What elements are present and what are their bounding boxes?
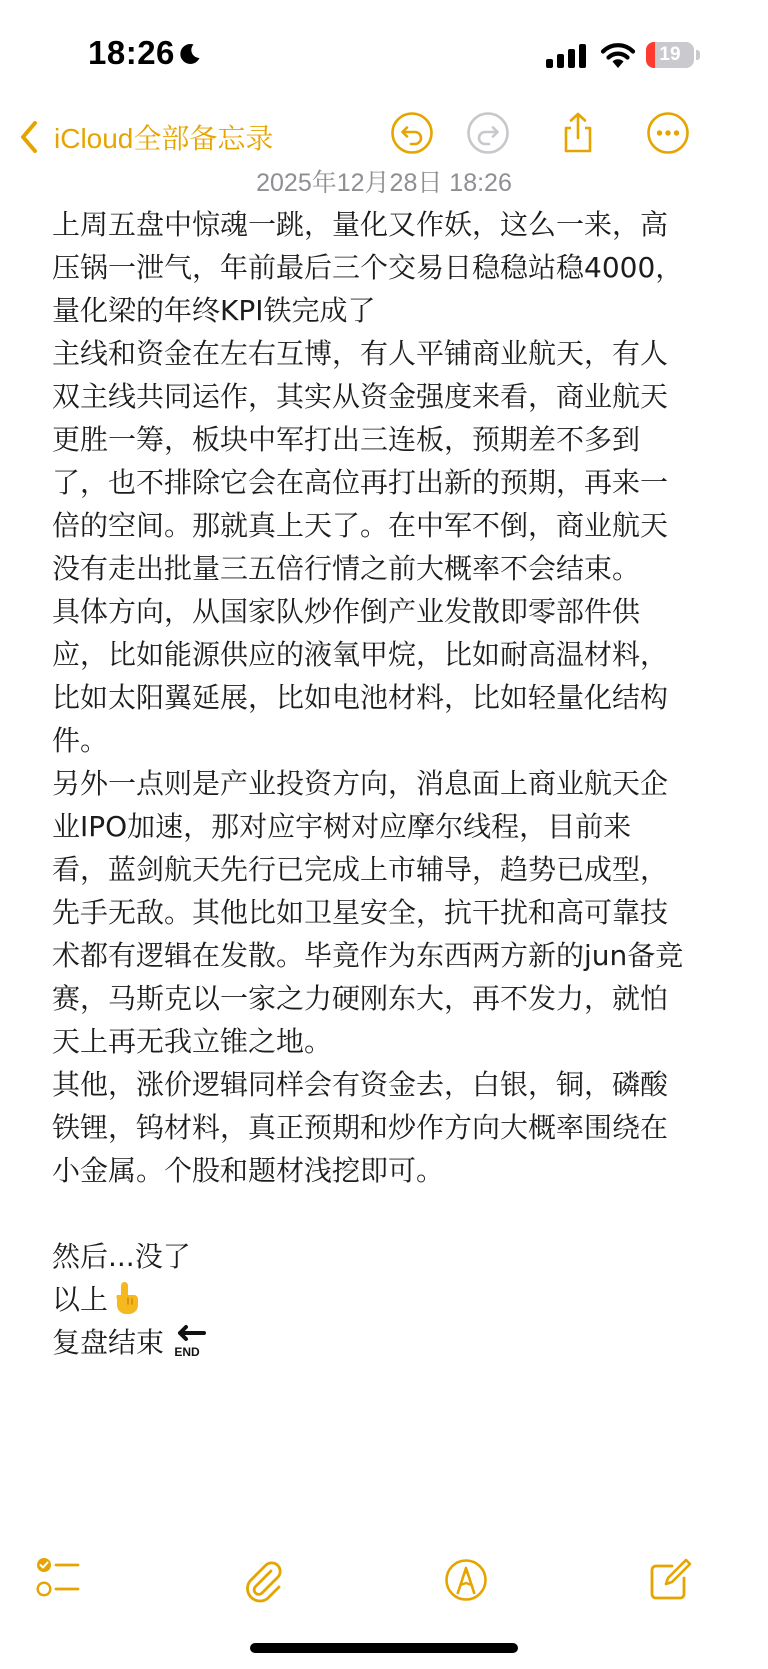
note-line (52, 891, 732, 934)
pointing-up-hand-emoji (112, 1281, 140, 1315)
note-line-text: 另外一点则是产业投资方向，消息面上商业航天企 (52, 767, 669, 800)
note-line (52, 375, 732, 418)
note-line-text: 量化梁的年终KPI铁完成了 (52, 294, 376, 327)
note-line-text: 了，也不排除它会在高位再打出新的预期，再来一 (52, 466, 669, 499)
wifi-icon (600, 41, 636, 68)
note-line (52, 1321, 732, 1364)
note-body[interactable] (52, 203, 732, 1364)
note-line-text: 小金属。个股和题材浅挖即可。 (52, 1154, 445, 1187)
end-arrow-emoji (168, 1324, 206, 1358)
note-line-text: 上周五盘中惊魂一跳，量化又作妖，这么一来，高 (52, 208, 669, 241)
note-line-text: 先手无敌。其他比如卫星安全，抗干扰和高可靠技 (52, 896, 669, 929)
note-line (52, 977, 732, 1020)
note-line-text: 双主线共同运作，其实从资金强度来看，商业航天 (52, 380, 669, 413)
attachment-button[interactable] (240, 1556, 288, 1604)
note-line-text: 看，蓝剑航天先行已完成上市辅导，趋势已成型， (52, 853, 669, 886)
battery-icon (646, 42, 700, 68)
cellular-signal-icon (546, 44, 588, 68)
checklist-button[interactable] (36, 1556, 84, 1604)
checklist-icon (36, 1556, 84, 1604)
home-indicator[interactable] (250, 1643, 518, 1653)
undo-button[interactable] (390, 111, 434, 155)
note-line (52, 676, 732, 719)
note-line-text: 压锅一泄气，年前最后三个交易日稳稳站稳4000， (52, 251, 684, 284)
note-line (52, 461, 732, 504)
note-line (52, 848, 732, 891)
note-date: 2025年12月28日 18:26 (256, 169, 512, 197)
note-line-text: 具体方向，从国家队炒作倒产业发散即零部件供 (52, 595, 641, 628)
note-line (52, 934, 732, 977)
note-line-text: 没有走出批量三五倍行情之前大概率不会结束。 (52, 552, 641, 585)
svg-text:END: END (174, 1345, 200, 1358)
note-line (52, 1063, 732, 1106)
note-line-text: 其他，涨价逻辑同样会有资金去，白银，铜，磷酸 (52, 1068, 669, 1101)
note-line (52, 203, 732, 246)
note-line (52, 805, 732, 848)
note-line (52, 1020, 732, 1063)
note-line-text: 应，比如能源供应的液氧甲烷，比如耐高温材料， (52, 638, 669, 671)
note-line-text: 主线和资金在左右互博，有人平铺商业航天，有人 (52, 337, 669, 370)
redo-icon (466, 111, 510, 155)
more-icon (646, 111, 690, 155)
moon-icon (178, 42, 202, 66)
status-time: 18:26 (88, 34, 175, 71)
share-icon (556, 111, 600, 155)
markup-pen-icon (442, 1556, 490, 1604)
note-line (52, 1106, 732, 1149)
share-button[interactable] (556, 111, 600, 155)
note-line-text: 以上 (52, 1283, 109, 1316)
note-line-text: 术都有逻辑在发散。毕竟作为东西两方新的jun备竞 (52, 939, 684, 972)
note-line (52, 504, 732, 547)
redo-button[interactable] (466, 111, 510, 155)
note-line (52, 762, 732, 805)
compose-icon (646, 1556, 694, 1604)
note-line (52, 719, 732, 762)
chevron-left-icon (18, 119, 40, 155)
note-line-text: 业IPO加速，那对应宇树对应摩尔线程，目前来 (52, 810, 632, 843)
note-line (52, 289, 732, 332)
paperclip-icon (240, 1556, 288, 1604)
note-line (52, 246, 732, 289)
compose-button[interactable] (646, 1556, 694, 1604)
more-button[interactable] (646, 111, 690, 155)
note-line-text: 倍的空间。那就真上天了。在中军不倒，商业航天 (52, 509, 669, 542)
note-line (52, 633, 732, 676)
note-line (52, 547, 732, 590)
note-line-text: 更胜一筹，板块中军打出三连板，预期差不多到 (52, 423, 641, 456)
back-button-label: iCloud全部备忘录 (54, 123, 274, 154)
note-line-text: 赛，马斯克以一家之力硬刚东大，再不发力，就怕 (52, 982, 669, 1015)
note-line-text: 复盘结束 (52, 1326, 165, 1359)
markup-button[interactable] (442, 1556, 490, 1604)
note-line-text: 天上再无我立锥之地。 (52, 1025, 333, 1058)
status-bar (0, 0, 768, 110)
note-line (52, 1192, 732, 1235)
note-line-text: 铁锂，钨材料，真正预期和炒作方向大概率围绕在 (52, 1111, 669, 1144)
note-line-text: 比如太阳翼延展，比如电池材料，比如轻量化结构 (52, 681, 669, 714)
undo-icon (390, 111, 434, 155)
note-line (52, 418, 732, 461)
note-line-text: 然后...没了 (52, 1240, 191, 1273)
note-line (52, 1278, 732, 1321)
note-line (52, 332, 732, 375)
back-button[interactable] (18, 112, 273, 162)
note-line (52, 1149, 732, 1192)
note-line-text: 件。 (52, 724, 109, 757)
note-line (52, 590, 732, 633)
battery-level: 19 (659, 44, 681, 65)
note-line (52, 1235, 732, 1278)
